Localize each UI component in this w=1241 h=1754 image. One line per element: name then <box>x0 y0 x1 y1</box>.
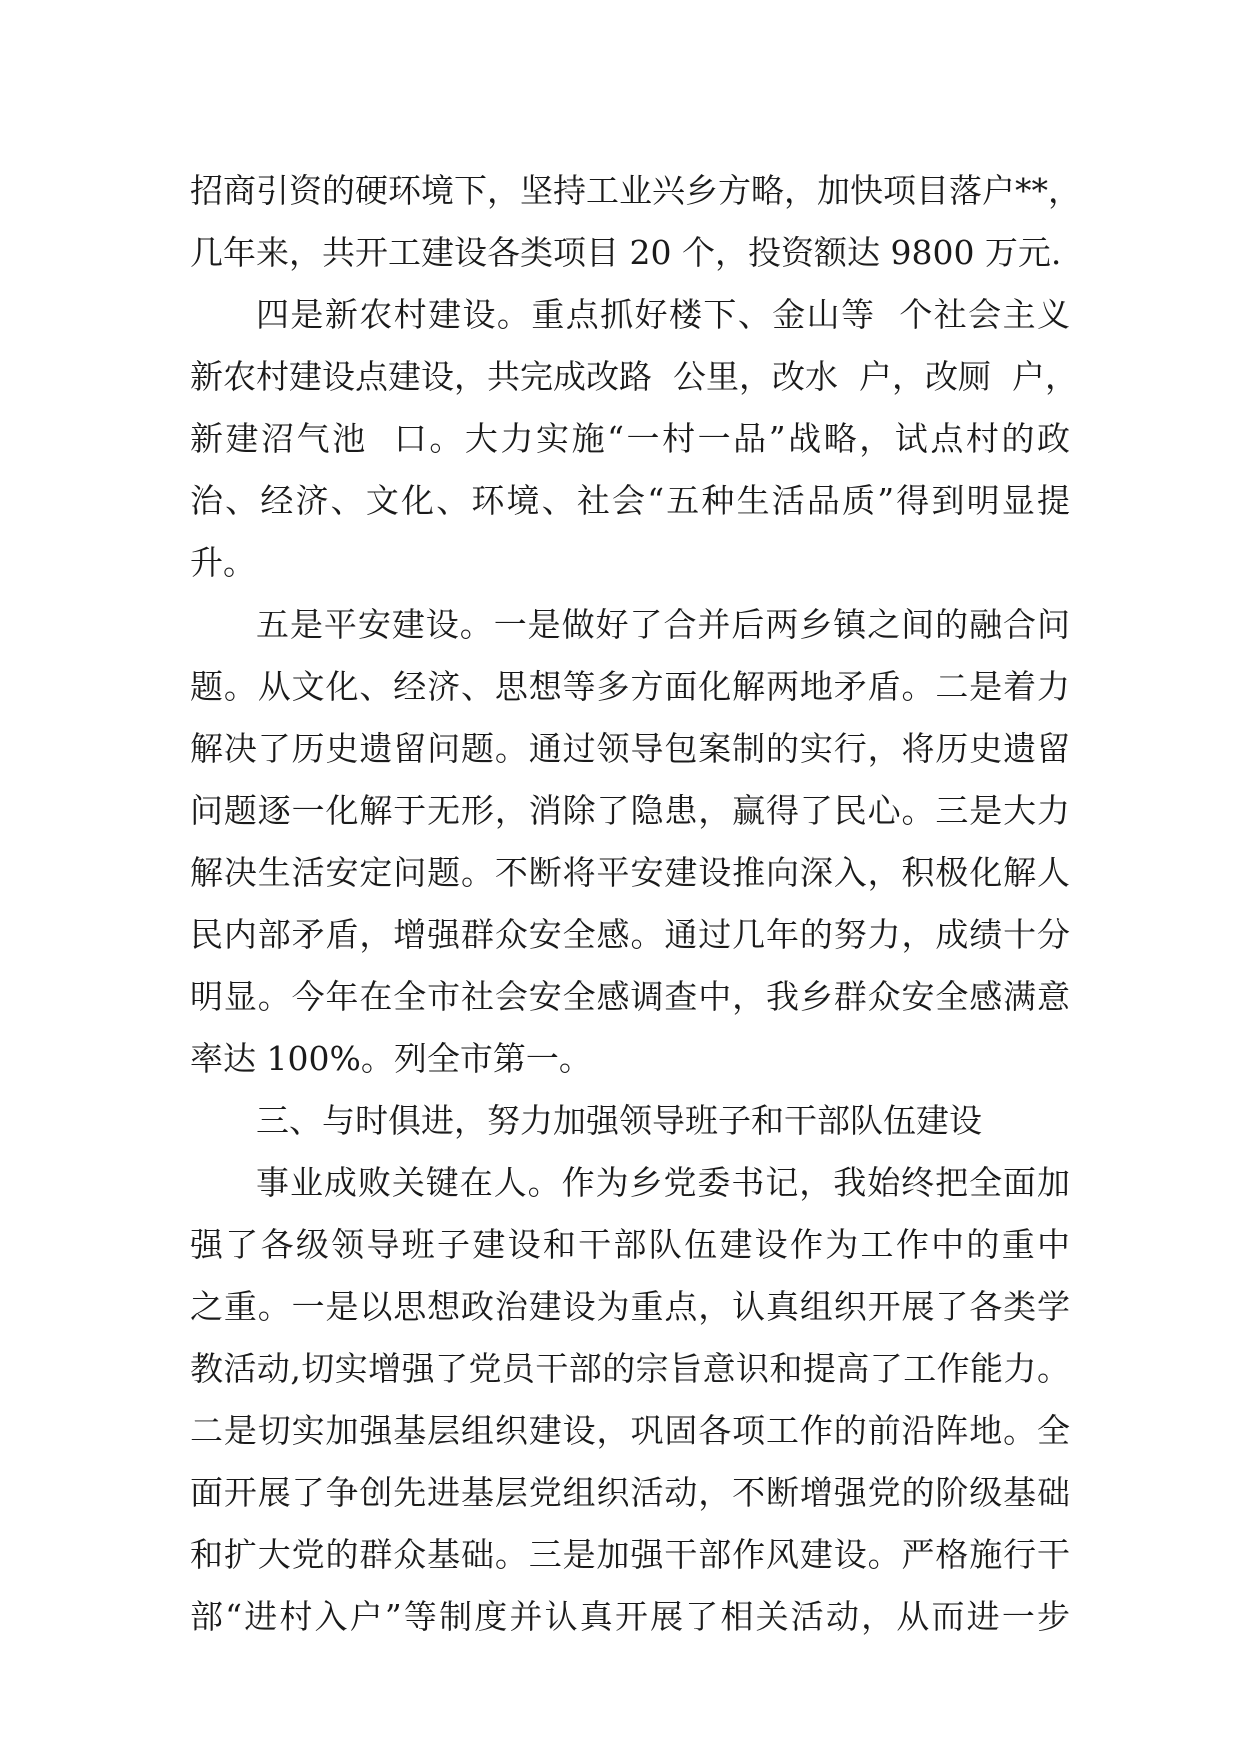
text-line: 之重。一是以思想政治建设为重点，认真组织开展了各类学 <box>190 1287 1070 1326</box>
text-line: 新建沼气池 口。大力实施“一村一品”战略，试点村的政 <box>190 419 1070 458</box>
text-line: 升。 <box>190 543 256 582</box>
text-line: 民内部矛盾，增强群众安全感。通过几年的努力，成绩十分 <box>190 915 1070 954</box>
section-heading: 三、与时俱进，努力加强领导班子和干部队伍建设 <box>256 1101 982 1140</box>
text-line: 解决了历史遗留问题。通过领导包案制的实行，将历史遗留 <box>190 729 1070 768</box>
text-line: 新农村建设点建设，共完成改路 公里，改水 户，改厕 户， <box>190 357 1078 396</box>
text-line: 招商引资的硬环境下，坚持工业兴乡方略，加快项目落户**， <box>190 171 1081 210</box>
text-line: 几年来，共开工建设各类项目 20 个，投资额达 9800 万元. <box>190 233 1062 272</box>
text-line: 教活动,切实增强了党员干部的宗旨意识和提高了工作能力。 <box>190 1349 1070 1388</box>
text-line: 解决生活安定问题。不断将平安建设推向深入，积极化解人 <box>190 853 1070 892</box>
text-line: 问题逐一化解于无形，消除了隐患，赢得了民心。三是大力 <box>190 791 1070 830</box>
text-line: 明显。今年在全市社会安全感调查中，我乡群众安全感满意 <box>190 977 1070 1016</box>
text-line: 和扩大党的群众基础。三是加强干部作风建设。严格施行干 <box>190 1535 1070 1574</box>
text-line: 部“进村入户”等制度并认真开展了相关活动，从而进一步 <box>190 1597 1070 1636</box>
text-line: 强了各级领导班子建设和干部队伍建设作为工作中的重中 <box>190 1225 1070 1264</box>
text-line: 题。从文化、经济、思想等多方面化解两地矛盾。二是着力 <box>190 667 1070 706</box>
paragraph-start-line: 四是新农村建设。重点抓好楼下、金山等 个社会主义 <box>256 295 1070 334</box>
text-line: 二是切实加强基层组织建设，巩固各项工作的前沿阵地。全 <box>190 1411 1070 1450</box>
text-line: 治、经济、文化、环境、社会“五种生活品质”得到明显提 <box>190 481 1070 520</box>
paragraph-start-line: 事业成败关键在人。作为乡党委书记，我始终把全面加 <box>256 1163 1070 1202</box>
text-line: 率达 100%。列全市第一。 <box>190 1039 592 1078</box>
text-line: 面开展了争创先进基层党组织活动，不断增强党的阶级基础 <box>190 1473 1070 1512</box>
body-text <box>190 160 1081 1648</box>
paragraph-start-line: 五是平安建设。一是做好了合并后两乡镇之间的融合问 <box>256 605 1070 644</box>
